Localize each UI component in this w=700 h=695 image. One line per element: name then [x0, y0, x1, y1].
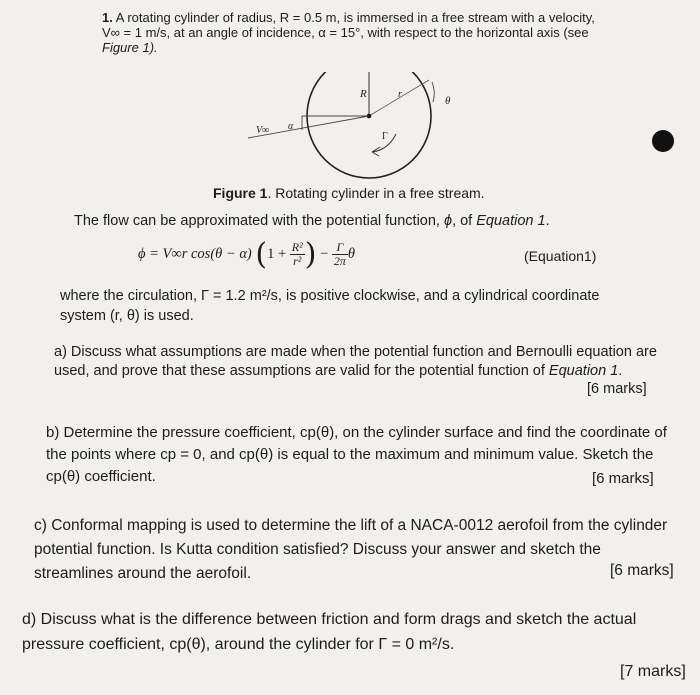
eq-lhs: ϕ = V∞r cos(θ − α): [138, 246, 252, 262]
part-a: [54, 343, 664, 381]
part-a-ref: Equation 1: [548, 363, 619, 379]
part-a-text: a) Discuss what assumptions are made when the potential function and Bernoulli equation are used, and prove that these assumptions are valid for the potential function of: [54, 344, 657, 379]
part-b-marks: [6 marks]: [592, 470, 654, 487]
intro-phi: ϕ: [443, 213, 453, 229]
theta-arc: [432, 82, 434, 102]
intro-middle: , of: [452, 213, 473, 229]
eq-num-2: Γ: [332, 241, 348, 255]
part-d-text: d) Discuss what is the difference between friction and form drags and sketch the actual pressure coefficient, cp(θ), around the cylinder for Γ = 0 m²/s.: [22, 611, 637, 653]
part-b: [46, 422, 670, 488]
eq-frac-1: [290, 241, 305, 268]
part-c-text: c) Conformal mapping is used to determine the lift of a NACA-0012 aerofoil from the cylinder potential function. Is Kutta condition satisfied? Discuss your answer and sketch the streamlines around the aerofoil.: [34, 517, 668, 582]
part-a-marks: [6 marks]: [587, 381, 647, 397]
caption-rest: . Rotating cylinder in a free stream.: [267, 185, 485, 201]
equation-1: [138, 237, 355, 277]
label-vinf: V∞: [256, 125, 270, 136]
part-c-marks: [6 marks]: [610, 562, 674, 579]
problem-line-2: V∞ = 1 m/s, at an angle of incidence, α = 15°, with respect to the horizontal axis (see: [102, 25, 589, 40]
part-d: [22, 607, 694, 657]
where-line-2: system (r, θ) is used.: [60, 308, 194, 324]
black-dot-mark: [652, 130, 674, 152]
problem-number: 1.: [102, 10, 113, 25]
eq-open-paren: (: [255, 237, 268, 272]
eq-minus: −: [320, 246, 329, 262]
eq-den-2: 2π: [333, 254, 346, 268]
label-gamma: Γ: [382, 131, 388, 142]
where-line-1: where the circulation, Γ = 1.2 m²/s, is positive clockwise, and a cylindrical coordinate: [60, 288, 600, 304]
problem-statement: [102, 10, 622, 55]
intro-eqref: Equation 1: [476, 213, 546, 229]
eq-one-plus: 1 +: [267, 246, 287, 262]
figure-caption: [213, 185, 485, 201]
label-r: r: [398, 89, 402, 100]
eq-den-1: r²: [293, 254, 302, 268]
problem-line-3: Figure 1).: [102, 40, 158, 55]
part-d-marks: [7 marks]: [620, 663, 686, 680]
part-a-end: .: [618, 363, 623, 379]
part-c: [34, 514, 684, 586]
eq-frac-2: [332, 241, 348, 268]
where-paragraph: [60, 286, 680, 326]
problem-line-1: A rotating cylinder of radius, R = 0.5 m, is immersed in a free stream with a velocity,: [115, 10, 595, 25]
caption-bold: Figure 1: [213, 185, 268, 201]
equation-label: (Equation1): [524, 248, 597, 264]
eq-theta: θ: [347, 246, 356, 262]
rotating-cylinder-figure: [236, 72, 456, 182]
intro-end: .: [545, 213, 550, 229]
intro-before: The flow can be approximated with the potential function,: [74, 213, 440, 229]
part-b-text: b) Determine the pressure coefficient, cp(θ), on the cylinder surface and find the coordinate of the points where cp = 0, and cp(θ) is equal to the maximum and minimum value. Sketch the cp(θ) coefficient.: [46, 424, 667, 485]
eq-num-1: R²: [291, 240, 303, 254]
eq-close-paren: ): [304, 237, 317, 272]
label-alpha: α: [288, 121, 294, 132]
intro-sentence: [74, 213, 550, 229]
label-R: R: [360, 88, 367, 100]
label-theta: θ: [445, 95, 451, 107]
